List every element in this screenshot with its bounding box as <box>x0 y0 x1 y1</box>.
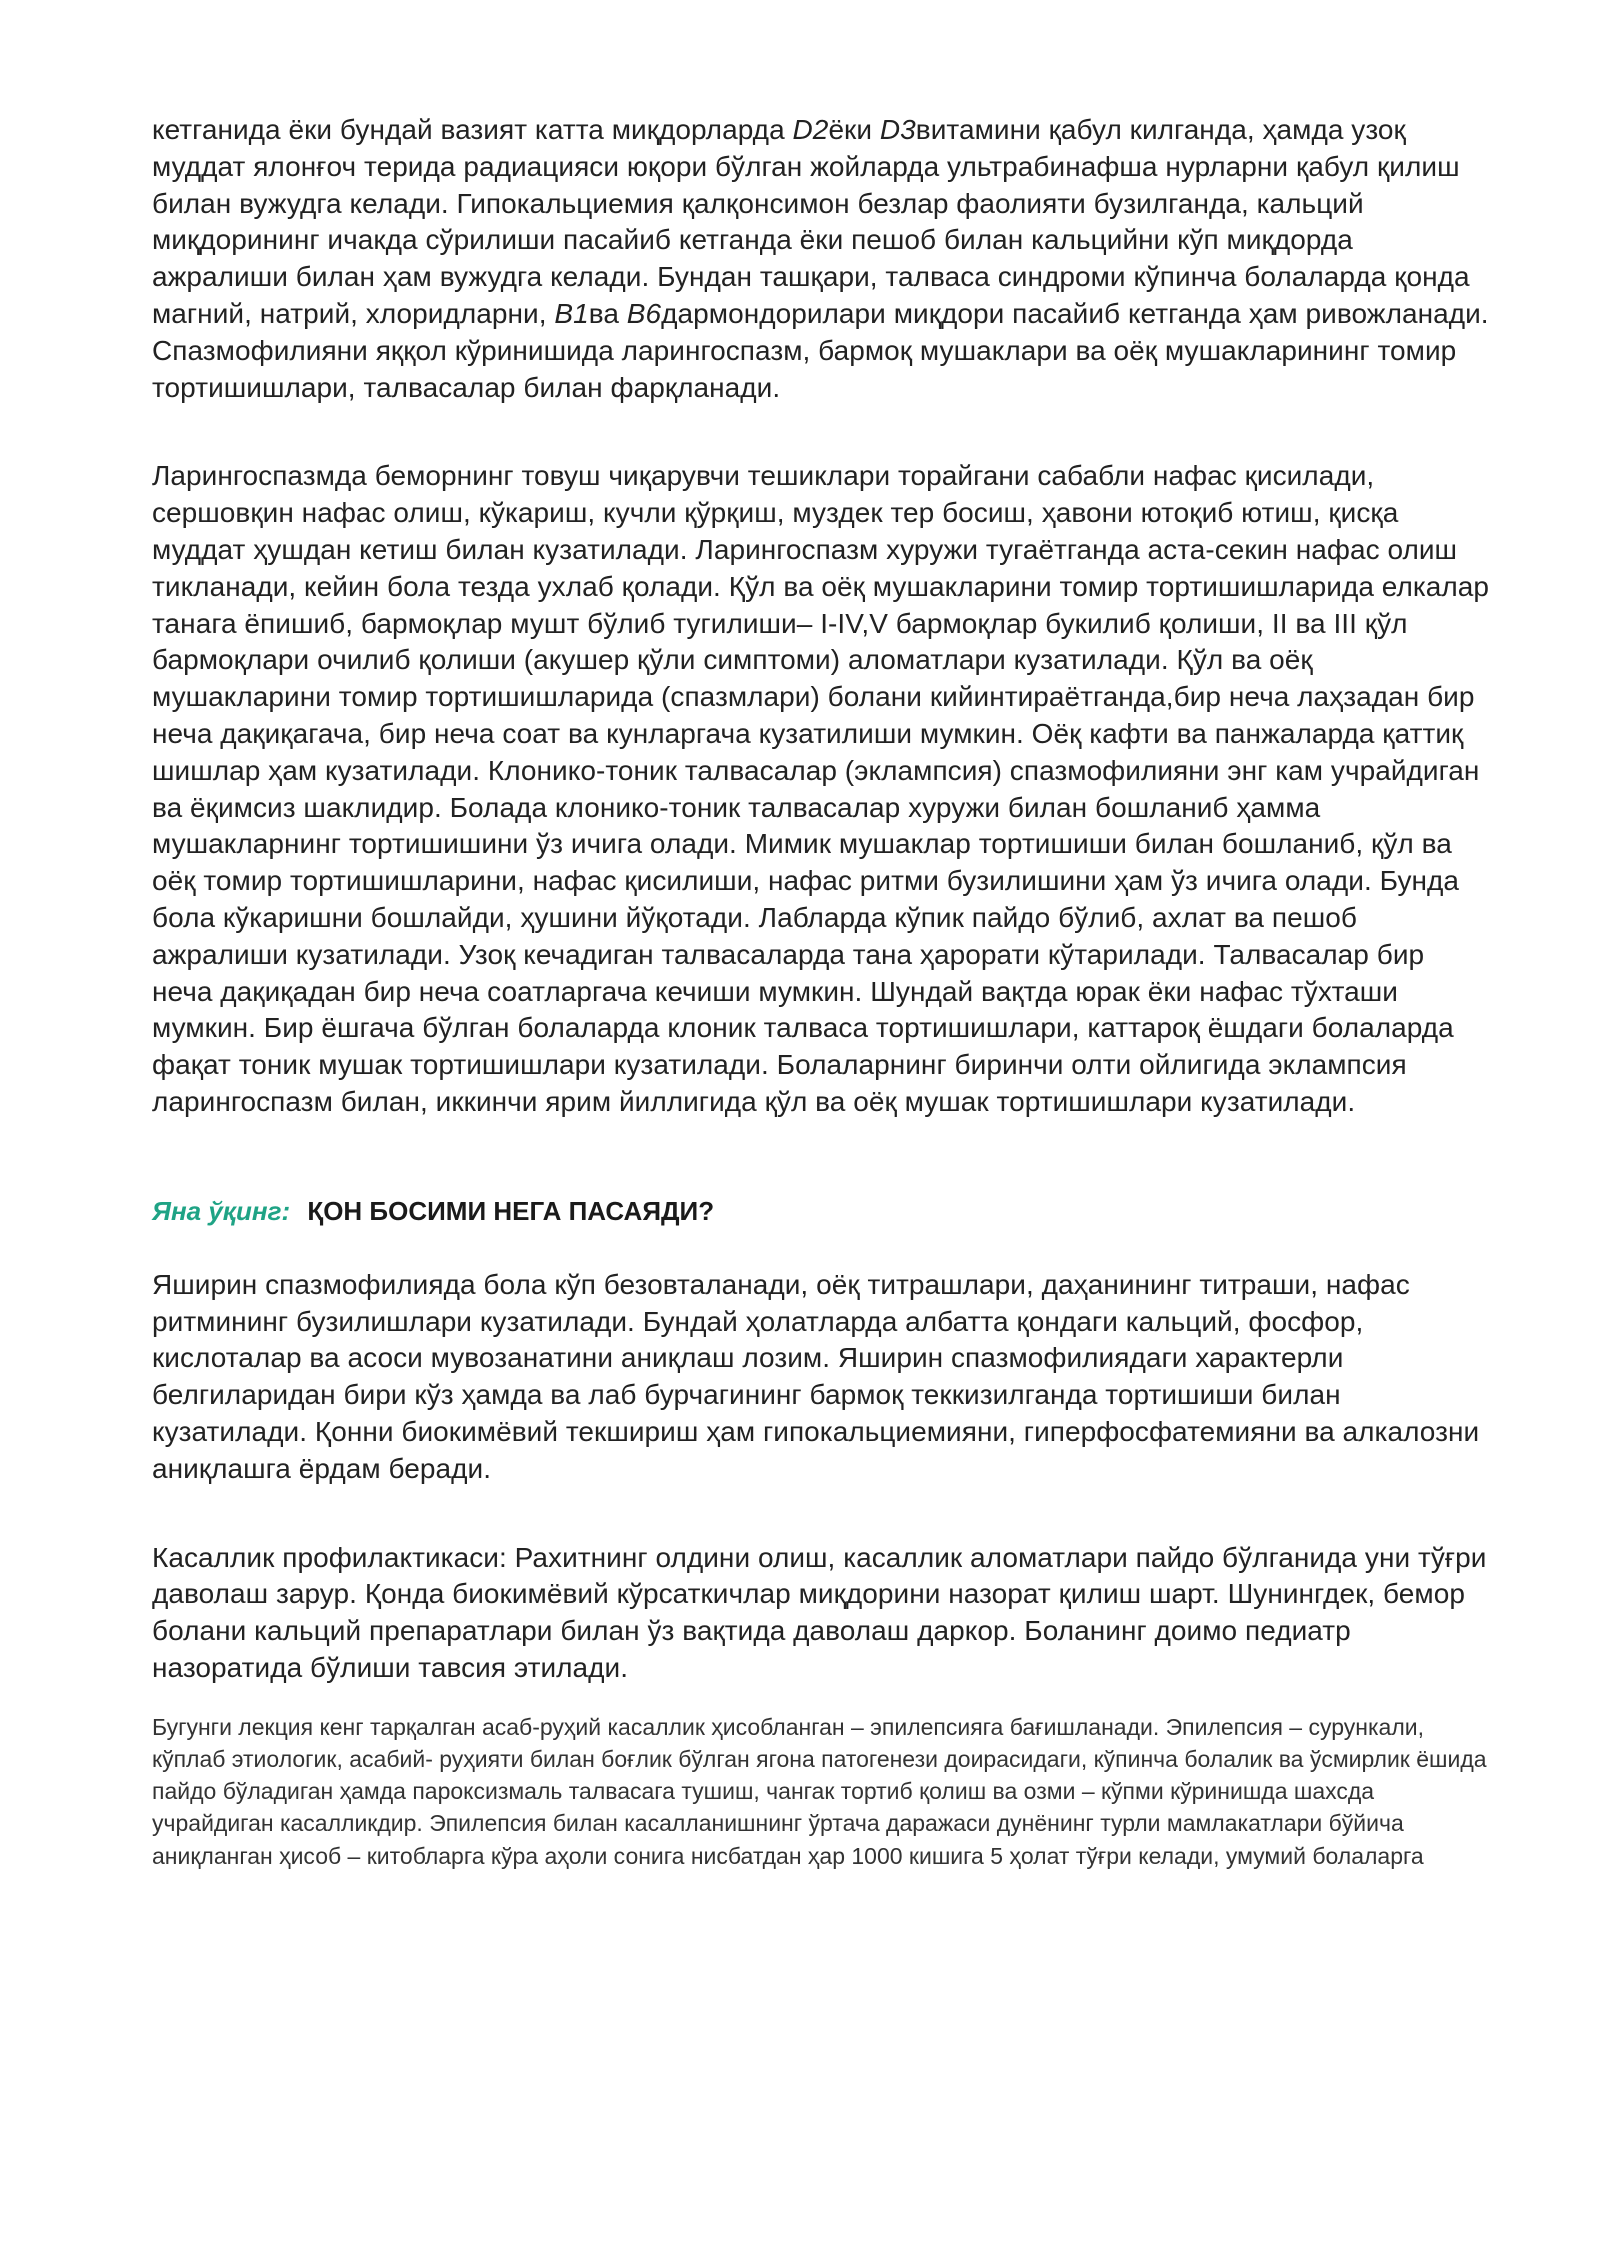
read-more-block <box>152 1195 1490 1227</box>
p1-vitamin-d2: D2 <box>792 114 829 145</box>
p1-text-4: ва <box>588 297 627 329</box>
p1-text-5: дармондорилари миқдори пасайиб кетганда ҳам ривожланади. Спазмофилияни яққол кўринишида ларингоспазм, бармоқ мушаклари ва оёқ мушакларининг томир тортишишлари, талвасалар билан фарқланади. <box>152 297 1489 403</box>
p1-text-2: ёки <box>828 114 880 145</box>
paragraph-epilepsy-lecture: Бугунги лекция кенг тарқалган асаб-руҳий касаллик ҳисобланган – эпилепсияга бағишланади. Эпилепсия – сурункали, кўплаб этиологик, асабий- руҳияти билан боғлик бўлган ягона патогенези доирасидаги, кўпинча болалик ва ўсмирлик ёшида пайдо бўладиган ҳамда пароксизмаль талвасага тушиш, чангак тортиб қолиш ва озми – кўпми кўринишда шахсда учрайдиган касалликдир. Эпилепсия билан касалланишнинг ўртача даражаси дунёнинг турли мамлакатлари бўйича аниқланган ҳисоб – китобларга кўра аҳоли сонига нисбатдан ҳар 1000 кишига 5 ҳолат тўғри келади, умумий болаларга <box>152 1713 1487 1869</box>
paragraph-laryngospasm: Ларингоспазмда беморнинг товуш чиқарувчи тешиклари торайгани сабабли нафас қисилади, сершовқин нафас олиш, кўкариш, кучли қўрқиш, муздек тер босиш, ҳавони ютоқиб ютиш, қисқа муддат ҳушдан кетиш билан кузатилади. Ларингоспазм хуружи тугаётганда аста-секин нафас олиш тикланади, кейин бола тезда ухлаб қолади. Қўл ва оёқ мушакларини томир тортишишларида елкалар танага ёпишиб, бармоқлар мушт бўлиб тугилиши– I-IV,V бармоқлар букилиб қолиши, II ва III қўл бармоқлари очилиб қолиши (акушер қўли симптоми) аломатлари кузатилади. Қўл ва оёқ мушакларини томир тортишишларида (спазмлари) болани кийинтираётганда,бир неча лаҳзадан бир неча дақиқагача, бир неча соат ва кунларгача кузатилиши мумкин. Оёқ кафти ва панжаларда қаттиқ шишлар ҳам кузатилади. Клонико-тоник талвасалар (эклампсия) спазмофилияни энг кам учрайдиган ва ёқимсиз шаклидир. Болада клонико-тоник талвасалар хуружи билан бошланиб ҳамма мушакларнинг тортишишини ўз ичига олади. Мимик мушаклар тортишиши билан бошланиб, қўл ва оёқ томир тортишишларини, нафас қисилиши, нафас ритми бузилишини ҳам ўз ичига олади. Бунда бола кўкаришни бошлайди, ҳушини йўқотади. Лабларда кўпик пайдо бўлиб, ахлат ва пешоб ажралиши кузатилади. Узоқ кечадиган талвасаларда тана ҳарорати кўтарилади. Талвасалар бир неча дақиқадан бир неча соатларгача кечиши мумкин. Шундай вақтда юрак ёки нафас тўхташи мумкин. Бир ёшгача бўлган болаларда клоник талваса тортишишлари, каттароқ ёшдаги болаларда фақат тоник мушак тортишишлари кузатилади. Болаларнинг биринчи олти ойлигида эклампсия ларингоспазм билан, иккинчи ярим йиллигида қўл ва оёқ мушак тортишишлари кузатилади. <box>152 460 1490 1117</box>
read-more-label: Яна ўқинг: <box>152 1195 291 1226</box>
p1-vitamin-d3: D3 <box>879 114 916 145</box>
p1-text-3: витамини қабул килганда, ҳамда узоқ муддат ялонғоч терида радиацияси юқори бўлган жойларда ультрабинафша нурларни қабул қилиш билан вужудга келади. Гипокальциемия қалқонсимон безлар фаолияти бузилганда, кальций миқдорининг ичакда сўрилиши пасайиб кетганда ёки пешоб билан кальцийни кўп миқдорда ажралиши билан ҳам вужудга келади. Бундан ташқари, талваса синдроми кўпинча болаларда қонда магний, натрий, хлоридларни, <box>152 114 1470 329</box>
paragraph-hypocalcemia <box>152 112 1490 406</box>
paragraph-latent-spasmophilia: Яширин спазмофилияда бола кўп безовталанади, оёқ титрашлари, даҳанининг титраши, нафас ритмининг бузилишлари кузатилади. Бундай ҳолатларда албатта қондаги кальций, фосфор, кислоталар ва асоси мувозанатини аниқлаш лозим. Яширин спазмофилиядаги характерли белгиларидан бири кўз ҳамда ва лаб бурчагининг бармоқ теккизилганда тортишиши билан кузатилади. Қонни биокимёвий текшириш ҳам гипокальциемияни, гиперфосфатемияни ва алкалозни аниқлашга ёрдам беради. <box>152 1268 1480 1484</box>
p1-vitamin-b6: B6 <box>626 297 662 329</box>
read-more-link[interactable]: ҚОН БОСИМИ НЕГА ПАСАЯДИ? <box>307 1195 715 1226</box>
p1-text-1: кетганида ёки бундай вазият катта миқдорларда <box>152 114 793 145</box>
p1-vitamin-b1: B1 <box>554 297 589 329</box>
paragraph-prevention: Касаллик профилактикаси: Рахитнинг олдини олиш, касаллик аломатлари пайдо бўлганида уни тўғри даволаш зарур. Қонда биокимёвий кўрсаткичлар миқдорини назорат қилиш шарт. Шунингдек, бемор болани кальций препаратлари билан ўз вақтида даволаш даркор. Боланинг доимо педиатр назоратида бўлиши тавсия этилади. <box>152 1541 1487 1683</box>
